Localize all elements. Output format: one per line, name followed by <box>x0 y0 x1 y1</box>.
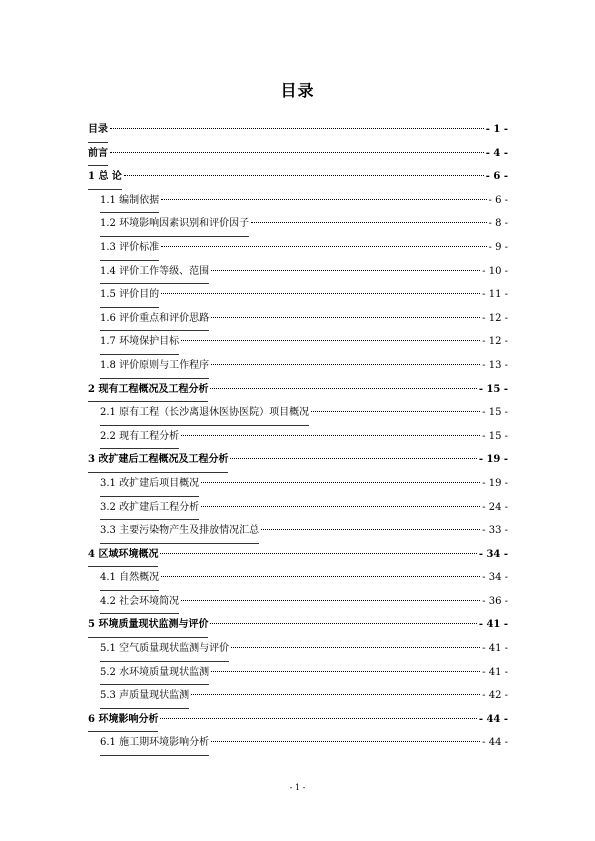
toc-entry-label: 1.8 评价原则与工作程序 <box>100 354 209 379</box>
toc-entry-page: - 34 - <box>478 548 508 560</box>
toc-entry[interactable] <box>88 260 508 284</box>
toc-entry-label: 4.2 社会环境简况 <box>100 590 179 615</box>
toc-entry[interactable] <box>88 543 508 567</box>
toc-entry-page: - 12 - <box>482 312 508 324</box>
toc-entry-page: - 33 - <box>482 525 508 537</box>
toc-entry-page: - 41 - <box>482 666 508 678</box>
toc-dot-leader <box>201 506 480 507</box>
toc-entry[interactable] <box>88 165 508 189</box>
toc-entry[interactable] <box>88 496 508 520</box>
toc-entry[interactable] <box>88 613 508 637</box>
toc-entry[interactable] <box>88 425 508 449</box>
toc-dot-leader <box>211 317 480 318</box>
toc-entry-label: 1.2 环境影响因素识别和评价因子 <box>100 212 249 237</box>
toc-dot-leader <box>311 411 480 412</box>
toc-entry[interactable] <box>88 731 508 755</box>
toc-entry-label: 2 现有工程概况及工程分析 <box>88 378 208 403</box>
toc-dot-leader <box>161 246 486 247</box>
toc-entry-label: 3.2 改扩建后工程分析 <box>100 496 199 521</box>
toc-entry[interactable] <box>88 448 508 472</box>
toc-entry-label: 1.6 评价重点和评价思路 <box>100 307 209 332</box>
toc-entry[interactable] <box>88 590 508 614</box>
page-number-footer: - 1 - <box>289 783 306 792</box>
toc-dot-leader <box>110 152 484 153</box>
toc-entry[interactable] <box>88 118 508 142</box>
toc-entry[interactable] <box>88 637 508 661</box>
toc-entry[interactable] <box>88 566 508 590</box>
toc-entry-label: 5.1 空气质量现状监测与评价 <box>100 637 229 662</box>
toc-entry-page: - 41 - <box>478 619 508 631</box>
table-of-contents <box>88 118 508 755</box>
toc-dot-leader <box>160 553 476 554</box>
toc-dot-leader <box>124 175 484 176</box>
toc-entry[interactable] <box>88 189 508 213</box>
toc-entry-label: 1 总 论 <box>88 165 122 190</box>
toc-entry-label: 目录 <box>88 118 108 143</box>
toc-dot-leader <box>160 718 476 719</box>
toc-entry-page: - 44 - <box>478 713 508 725</box>
toc-entry-page: - 36 - <box>482 595 508 607</box>
toc-entry-page: - 19 - <box>478 454 508 466</box>
toc-dot-leader <box>261 529 480 530</box>
toc-entry[interactable] <box>88 661 508 685</box>
toc-entry-page: - 34 - <box>482 572 508 584</box>
toc-entry[interactable] <box>88 330 508 354</box>
toc-entry-page: - 42 - <box>482 690 508 702</box>
toc-entry-page: - 10 - <box>482 265 508 277</box>
toc-entry-page: - 1 - <box>485 124 508 135</box>
toc-entry-page: - 15 - <box>482 430 508 442</box>
toc-dot-leader <box>251 222 486 223</box>
toc-dot-leader <box>181 340 480 341</box>
toc-dot-leader <box>211 364 480 365</box>
toc-entry-label: 4.1 自然概况 <box>100 566 159 591</box>
toc-dot-leader <box>181 435 480 436</box>
toc-entry-label: 6.1 施工期环境影响分析 <box>100 731 209 756</box>
toc-entry[interactable] <box>88 236 508 260</box>
toc-entry-page: - 9 - <box>488 241 508 253</box>
toc-dot-leader <box>181 600 480 601</box>
toc-entry-label: 1.1 编制依据 <box>100 189 159 214</box>
toc-entry-page: - 12 - <box>482 336 508 348</box>
toc-entry-label: 6 环境影响分析 <box>88 708 158 733</box>
toc-entry-label: 1.5 评价目的 <box>100 283 159 308</box>
toc-dot-leader <box>211 671 480 672</box>
toc-dot-leader <box>161 576 480 577</box>
toc-entry-page: - 6 - <box>485 171 508 183</box>
toc-entry-label: 1.7 环境保护目标 <box>100 330 179 355</box>
page-title: 目录 <box>280 81 315 100</box>
toc-entry-page: - 4 - <box>485 147 508 159</box>
toc-entry-label: 2.2 现有工程分析 <box>100 425 179 450</box>
toc-entry-label: 4 区域环境概况 <box>88 543 158 568</box>
toc-entry-page: - 44 - <box>482 737 508 749</box>
toc-entry-page: - 11 - <box>482 289 508 301</box>
toc-entry-label: 5.3 声质量现状监测 <box>100 684 189 709</box>
toc-dot-leader <box>110 128 484 129</box>
toc-entry-label: 5 环境质量现状监测与评价 <box>88 613 208 638</box>
toc-entry[interactable] <box>88 378 508 402</box>
toc-entry-page: - 15 - <box>482 407 508 419</box>
toc-entry-label: 3.3 主要污染物产生及排放情况汇总 <box>100 519 259 544</box>
toc-dot-leader <box>230 458 476 459</box>
toc-entry[interactable] <box>88 354 508 378</box>
toc-entry[interactable] <box>88 684 508 708</box>
toc-dot-leader <box>210 623 476 624</box>
toc-dot-leader <box>210 388 476 389</box>
toc-entry[interactable] <box>88 519 508 543</box>
toc-entry-page: - 6 - <box>488 194 508 206</box>
toc-dot-leader <box>161 199 486 200</box>
toc-entry-page: - 19 - <box>482 477 508 489</box>
toc-dot-leader <box>201 482 480 483</box>
toc-entry[interactable] <box>88 401 508 425</box>
toc-dot-leader <box>161 293 480 294</box>
toc-entry[interactable] <box>88 212 508 236</box>
toc-entry[interactable] <box>88 142 508 166</box>
toc-entry-page: - 13 - <box>482 359 508 371</box>
toc-entry[interactable] <box>88 708 508 732</box>
toc-entry-page: - 24 - <box>482 501 508 513</box>
toc-entry-label: 前言 <box>88 142 108 167</box>
toc-dot-leader <box>231 647 480 648</box>
toc-entry-label: 2.1 原有工程（长沙离退休医协医院）项目概况 <box>100 401 309 426</box>
toc-entry-label: 1.4 评价工作等级、范围 <box>100 260 209 285</box>
toc-entry-label: 3 改扩建后工程概况及工程分析 <box>88 448 228 473</box>
toc-entry[interactable] <box>88 307 508 331</box>
toc-entry-page: - 15 - <box>478 383 508 395</box>
toc-entry-page: - 8 - <box>488 218 508 230</box>
toc-dot-leader <box>191 694 480 695</box>
toc-entry-page: - 41 - <box>482 643 508 655</box>
toc-entry-label: 1.3 评价标准 <box>100 236 159 261</box>
toc-entry-label: 3.1 改扩建后项目概况 <box>100 472 199 497</box>
toc-dot-leader <box>211 741 480 742</box>
toc-dot-leader <box>211 270 480 271</box>
toc-entry[interactable] <box>88 283 508 307</box>
toc-entry[interactable] <box>88 472 508 496</box>
toc-entry-label: 5.2 水环境质量现状监测 <box>100 661 209 686</box>
